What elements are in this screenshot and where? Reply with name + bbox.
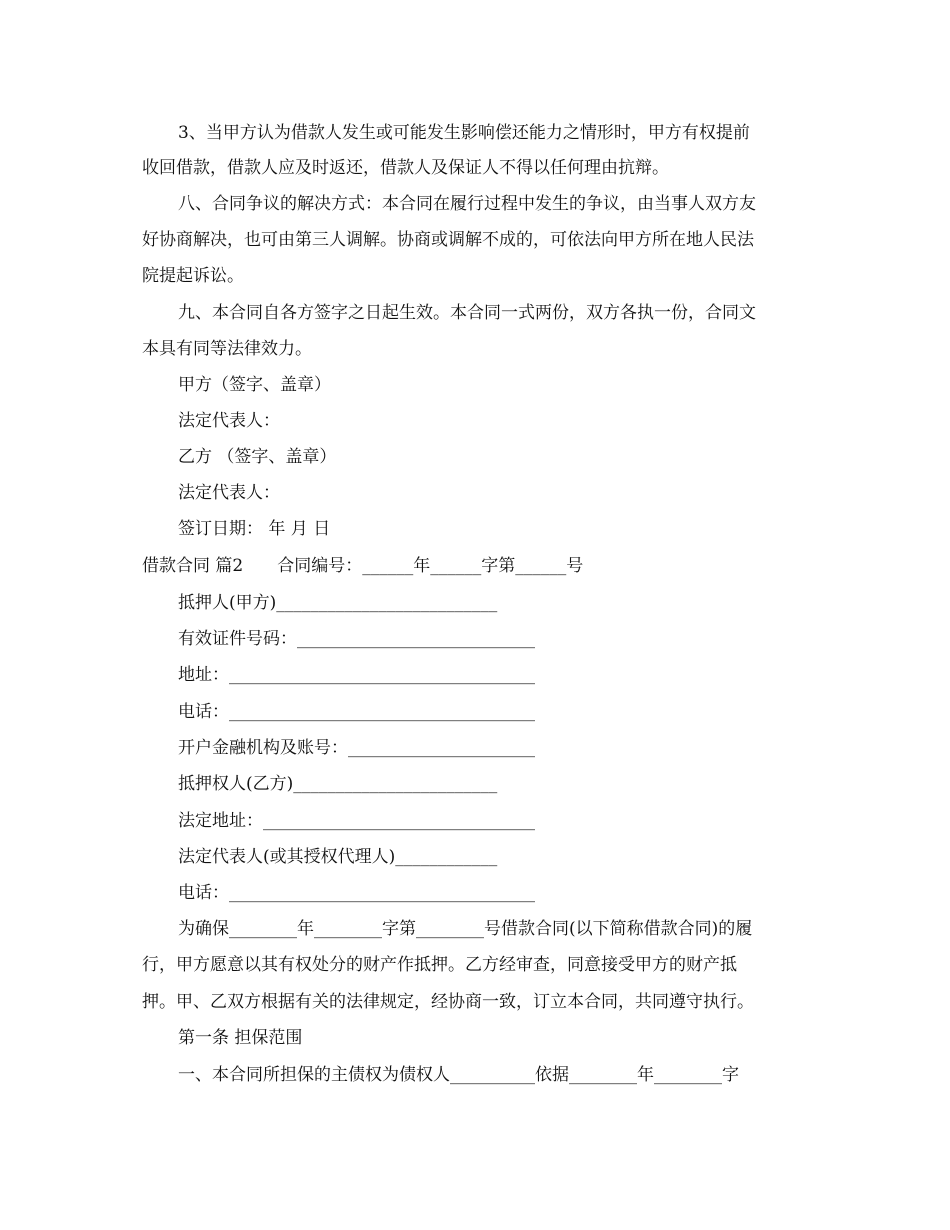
clause-8-line-3: 院提起诉讼。 bbox=[142, 266, 244, 286]
intro-line-2: 行，甲方愿意以其有权处分的财产作抵押。乙方经审查，同意接受甲方的财产抵 bbox=[142, 955, 737, 975]
legal-address-field: 法定地址：________________________________ bbox=[178, 811, 535, 831]
clause-9-line-1: 九、本合同自各方签字之日起生效。本合同一式两份，双方各执一份，合同文 bbox=[178, 303, 756, 323]
party-a-legal-rep: 法定代表人： bbox=[178, 411, 280, 431]
mortgagee-field: 抵押权人(乙方)________________________ bbox=[178, 774, 498, 794]
contract-2-heading: 借款合同 篇2 合同编号：______年______字第______号 bbox=[142, 556, 584, 576]
mortgagor-field: 抵押人(甲方)__________________________ bbox=[178, 593, 498, 613]
address-field: 地址：____________________________________ bbox=[178, 665, 535, 685]
party-a-signature: 甲方（签字、盖章） bbox=[178, 375, 331, 395]
party-b-signature: 乙方 （签字、盖章） bbox=[178, 447, 337, 467]
article-1-title: 第一条 担保范围 bbox=[178, 1028, 303, 1048]
sign-date: 签订日期： 年 月 日 bbox=[178, 519, 331, 539]
clause-9-line-2: 本具有同等法律效力。 bbox=[142, 339, 312, 359]
intro-line-1: 为确保________年________字第________号借款合同(以下简称借款合同)的履 bbox=[178, 919, 753, 939]
clause-8-line-2: 好协商解决，也可由第三人调解。协商或调解不成的，可依法向甲方所在地人民法 bbox=[142, 230, 754, 250]
party-b-legal-rep: 法定代表人： bbox=[178, 483, 280, 503]
clause-3-line-2: 收回借款，借款人应及时返还，借款人及保证人不得以任何理由抗辩。 bbox=[142, 158, 669, 178]
phone-b-field: 电话：____________________________________ bbox=[178, 883, 535, 903]
phone-a-field: 电话：____________________________________ bbox=[178, 702, 535, 722]
legal-rep-field: 法定代表人(或其授权代理人)____________ bbox=[178, 847, 498, 867]
clause-3-line-1: 3、当甲方认为借款人发生或可能发生影响偿还能力之情形时，甲方有权提前 bbox=[178, 123, 750, 143]
article-1-line-1: 一、本合同所担保的主债权为债权人__________依据________年________字 bbox=[178, 1065, 739, 1085]
id-number-field: 有效证件号码：____________________________ bbox=[178, 629, 535, 649]
clause-8-line-1: 八、合同争议的解决方式：本合同在履行过程中发生的争议，由当事人双方友 bbox=[178, 194, 756, 214]
intro-line-3: 押。甲、乙双方根据有关的法律规定，经协商一致，订立本合同，共同遵守执行。 bbox=[142, 992, 754, 1012]
bank-account-field: 开户金融机构及账号：______________________ bbox=[178, 738, 535, 758]
